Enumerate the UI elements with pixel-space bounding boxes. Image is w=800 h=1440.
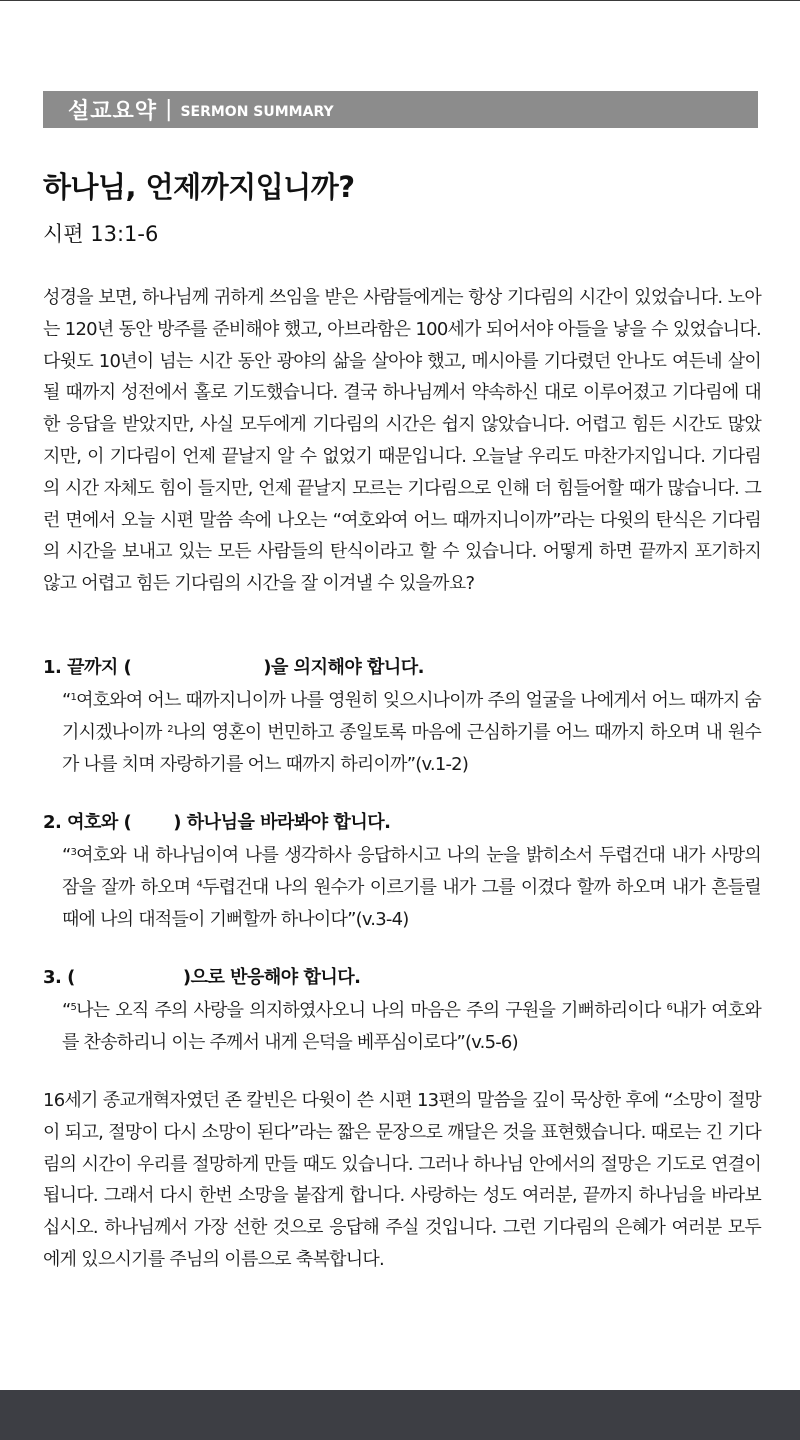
verse-text: “: [62, 690, 71, 711]
point-3-heading-prefix: 3. (: [43, 967, 75, 988]
scripture-reference: 시편 13:1-6: [43, 222, 159, 246]
top-divider: [0, 0, 800, 1]
point-2-heading: [43, 808, 761, 838]
point-2-verse-quote: [62, 840, 761, 936]
verse-number: 5: [70, 1002, 77, 1013]
verse-text: 여호와여 어느 때까지니이까 나를 영원히 잊으시나이까 주의 얼굴을 나에게서 어느 때까지 숨기시겠나이까: [62, 690, 761, 743]
point-3-heading-suffix: )으로 반응해야 합니다.: [182, 967, 361, 988]
closing-paragraph: 16세기 종교개혁자였던 존 칼빈은 다윗이 쓴 시편 13편의 말씀을 깊이 묵상한 후에 “소망이 절망이 되고, 절망이 다시 소망이 된다”라는 짧은 문장으로 깨달은 것을 표현했습니다. 때로는 긴 기다림의 시간이 우리를 절망하게 만들 때도 있습니다. 그러나 하나님 안에서의 절망은 기도로 연결이 됩니다. 그래서 다시 한번 소망을 붙잡게 합니다. 사랑하는 성도 여러분, 끝까지 하나님을 바라보십시오. 하나님께서 가장 선한 것으로 응답해 주실 것입니다. 그런 기다림의 은혜가 여러분 모두에게 있으시기를 주님의 이름으로 축복합니다.: [43, 1090, 761, 1270]
sermon-point-2: [43, 808, 761, 936]
point-1-heading: [43, 653, 761, 683]
section-title-english: SERMON SUMMARY: [180, 103, 334, 120]
sermon-point-3: [43, 963, 761, 1059]
verse-number: 4: [196, 879, 203, 890]
point-1-heading-prefix: 1. 끝까지 (: [43, 657, 132, 678]
verse-text: 두렵건대 나의 원수가 이르기를 내가 그를 이겼다 할까 하오며 내가 흔들릴 때에 나의 대적들이 기뻐할까 하나이다”(v.3-4): [62, 877, 761, 930]
verse-text: 여호와 내 하나님이여 나를 생각하사 응답하시고 나의 눈을 밝히소서 두렵건대 내가 사망의 잠을 잘까 하오며: [62, 845, 761, 898]
point-2-heading-prefix: 2. 여호와 (: [43, 812, 132, 833]
verse-text: 나의 영혼이 번민하고 종일토록 마음에 근심하기를 어느 때까지 하오며 내 원수가 나를 치며 자랑하기를 어느 때까지 하리이까”(v.1-2): [62, 722, 761, 775]
point-2-heading-suffix: ) 하나님을 바라봐야 합니다.: [173, 812, 391, 833]
sermon-title: 하나님, 언제까지입니까?: [43, 170, 355, 204]
section-title-separator: |: [165, 97, 173, 122]
point-1-heading-suffix: )을 의지해야 합니다.: [263, 657, 424, 678]
verse-text: “: [62, 845, 71, 866]
section-title-korean: 설교요약: [68, 99, 158, 124]
point-3-verse-quote: [62, 995, 761, 1059]
sermon-point-1: [43, 653, 761, 781]
verse-number: 3: [70, 847, 77, 858]
point-1-verse-quote: [62, 685, 761, 781]
verse-text: 나는 오직 주의 사랑을 의지하였사오니 나의 마음은 주의 구원을 기뻐하리이다: [76, 1000, 667, 1021]
verse-number: 2: [167, 724, 173, 735]
verse-text: “: [62, 1000, 71, 1021]
footer-bar: [0, 1390, 800, 1440]
verse-number: 1: [70, 692, 77, 703]
verse-number: 6: [666, 1002, 673, 1013]
point-3-heading: [43, 963, 761, 993]
section-header: [43, 91, 758, 128]
verse-text: 내가 여호와를 찬송하리니 이는 주께서 내게 은덕을 베푸심이로다”(v.5-6): [62, 1000, 761, 1053]
intro-paragraph: 성경을 보면, 하나님께 귀하게 쓰임을 받은 사람들에게는 항상 기다림의 시간이 있었습니다. 노아는 120년 동안 방주를 준비해야 했고, 아브라함은 100세가 되어서야 아들을 낳을 수 있었습니다. 다윗도 10년이 넘는 시간 동안 광야의 삶을 살아야 했고, 메시아를 기다렸던 안나도 여든네 살이 될 때까지 성전에서 홀로 기도했습니다. 결국 하나님께서 약속하신 대로 이루어졌고 기다림에 대한 응답을 받았지만, 사실 모두에게 기다림의 시간은 쉽지 않았습니다. 어렵고 힘든 시간도 많았지만, 이 기다림이 언제 끝날지 알 수 없었기 때문입니다. 오늘날 우리도 마찬가지입니다. 기다림의 시간 자체도 힘이 들지만, 언제 끝날지 모르는 기다림으로 인해 더 힘들어할 때가 많습니다. 그런 면에서 오늘 시편 말씀 속에 나오는 “여호와여 어느 때까지니이까”라는 다윗의 탄식은 기다림의 시간을 보내고 있는 모든 사람들의 탄식이라고 할 수 있습니다. 어떻게 하면 끝까지 포기하지 않고 어렵고 힘든 기다림의 시간을 잘 이겨낼 수 있을까요?: [43, 287, 761, 595]
